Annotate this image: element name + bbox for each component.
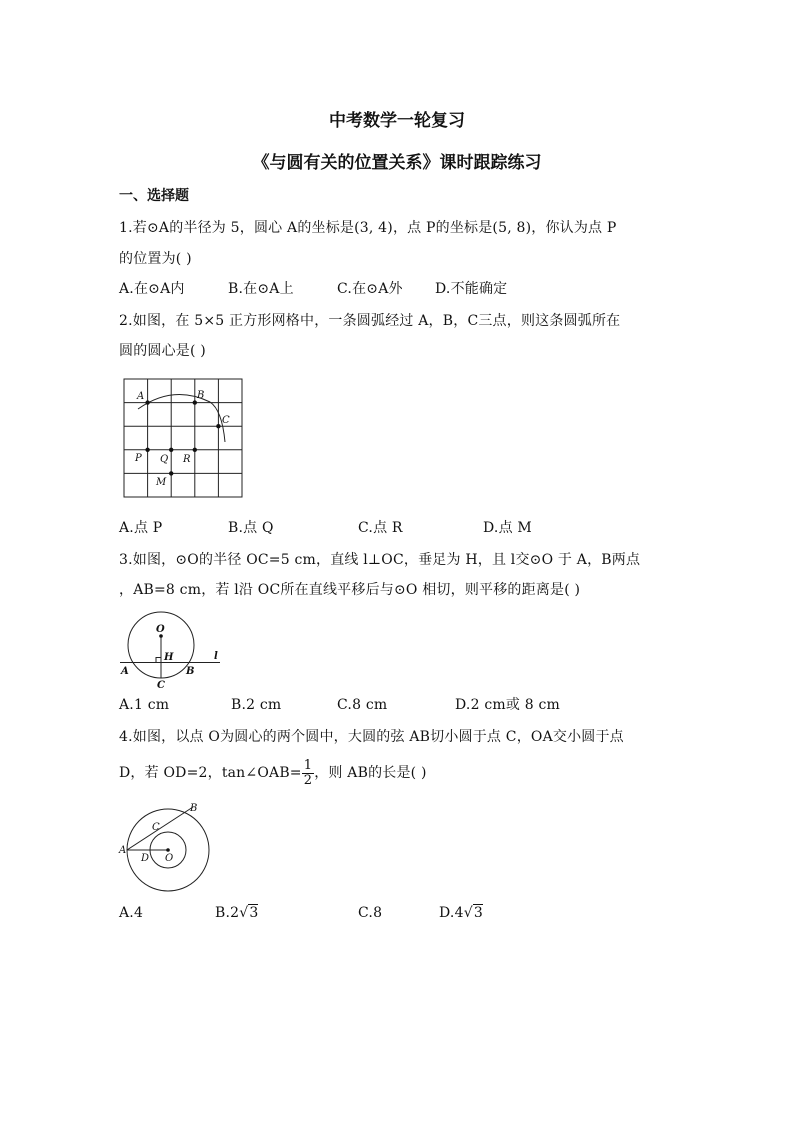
point-r	[193, 448, 197, 452]
q4-option-b	[215, 903, 258, 923]
q4-line2	[119, 756, 427, 790]
q1-option-c: C.在⊙A外	[337, 281, 403, 297]
q3-line1: 3.如图，⊙O的半径 OC=5 cm，直线 l⊥OC，垂足为 H，且 l交⊙O 于 A，B两点	[119, 552, 641, 568]
q4-option-c: C.8	[358, 905, 383, 921]
label-a: A	[121, 666, 129, 677]
fraction-denominator: 2	[303, 772, 313, 788]
q4-option-a: A.4	[119, 905, 144, 921]
label-a: A	[137, 391, 145, 402]
fraction-one-half	[302, 759, 314, 788]
q3-option-b: B.2 cm	[231, 697, 282, 713]
label-m: M	[156, 477, 167, 488]
q3-option-d: D.2 cm或 8 cm	[455, 697, 560, 713]
q2-option-b: B.点 Q	[228, 520, 274, 536]
q3-circle-figure	[118, 608, 234, 690]
q2-grid-figure	[118, 374, 248, 502]
page-title: 中考数学一轮复习	[329, 111, 465, 131]
page-subtitle: 《与圆有关的位置关系》课时跟踪练习	[252, 153, 542, 173]
q4-option-d-prefix: D.4	[439, 905, 464, 921]
q2-line2: 圆的圆心是( )	[119, 343, 206, 359]
fraction-numerator: 1	[303, 757, 313, 773]
label-b: B	[197, 390, 205, 401]
q2-line1: 2.如图，在 5×5 正方形网格中，一条圆弧经过 A，B，C三点，则这条圆弧所在	[119, 313, 621, 329]
point-q	[169, 448, 173, 452]
q4-option-b-prefix: B.2	[215, 905, 240, 921]
label-a: A	[119, 845, 127, 856]
q4-line2-prefix: D，若 OD=2，tan∠OAB=	[119, 765, 302, 781]
sqrt-radicand: 3	[249, 905, 259, 921]
q4-concentric-figure	[118, 800, 214, 892]
label-o: O	[165, 853, 174, 864]
label-p: P	[135, 453, 142, 464]
label-c: C	[222, 415, 230, 426]
point-p	[145, 448, 149, 452]
sqrt-sign: √	[239, 905, 249, 921]
point-b	[193, 400, 197, 404]
chord-ab	[127, 807, 193, 850]
q2-option-c: C.点 R	[358, 520, 403, 536]
q1-line2: 的位置为( )	[119, 251, 192, 267]
q2-option-d: D.点 M	[483, 520, 532, 536]
q4-line1: 4.如图，以点 O为圆心的两个圆中，大圆的弦 AB切小圆于点 C，OA交小圆于点	[119, 729, 624, 745]
right-angle-mark	[156, 658, 161, 663]
label-h: H	[164, 652, 174, 663]
q1-option-a: A.在⊙A内	[119, 281, 185, 297]
q4-option-d	[439, 903, 483, 923]
q1-option-b: B.在⊙A上	[228, 281, 294, 297]
q3-option-c: C.8 cm	[337, 697, 388, 713]
label-c: C	[157, 680, 165, 690]
q3-line2: ，AB=8 cm，若 l沿 OC所在直线平移后与⊙O 相切，则平移的距离是( )	[119, 582, 581, 598]
label-q: Q	[160, 454, 169, 465]
label-o: O	[156, 624, 165, 635]
q1-line1: 1.若⊙A的半径为 5，圆心 A的坐标是(3, 4)，点 P的坐标是(5, 8)，你认为点 P	[119, 220, 617, 236]
point-o	[166, 848, 170, 852]
q4-line2-suffix: ，则 AB的长是( )	[314, 765, 427, 781]
section-heading: 一、选择题	[119, 188, 189, 204]
label-r: R	[183, 454, 191, 465]
q1-option-d: D.不能确定	[435, 281, 508, 297]
label-c: C	[152, 822, 160, 833]
sqrt-sign: √	[463, 905, 473, 921]
label-b: B	[186, 666, 195, 677]
point-m	[169, 471, 173, 475]
point-c	[216, 424, 220, 428]
label-l: l	[214, 651, 218, 662]
label-b: B	[190, 803, 198, 814]
q2-option-a: A.点 P	[119, 520, 163, 536]
sqrt-radicand: 3	[473, 905, 483, 921]
label-d: D	[141, 853, 150, 864]
q3-option-a: A.1 cm	[119, 697, 170, 713]
point-a	[145, 400, 149, 404]
arc	[138, 394, 225, 442]
